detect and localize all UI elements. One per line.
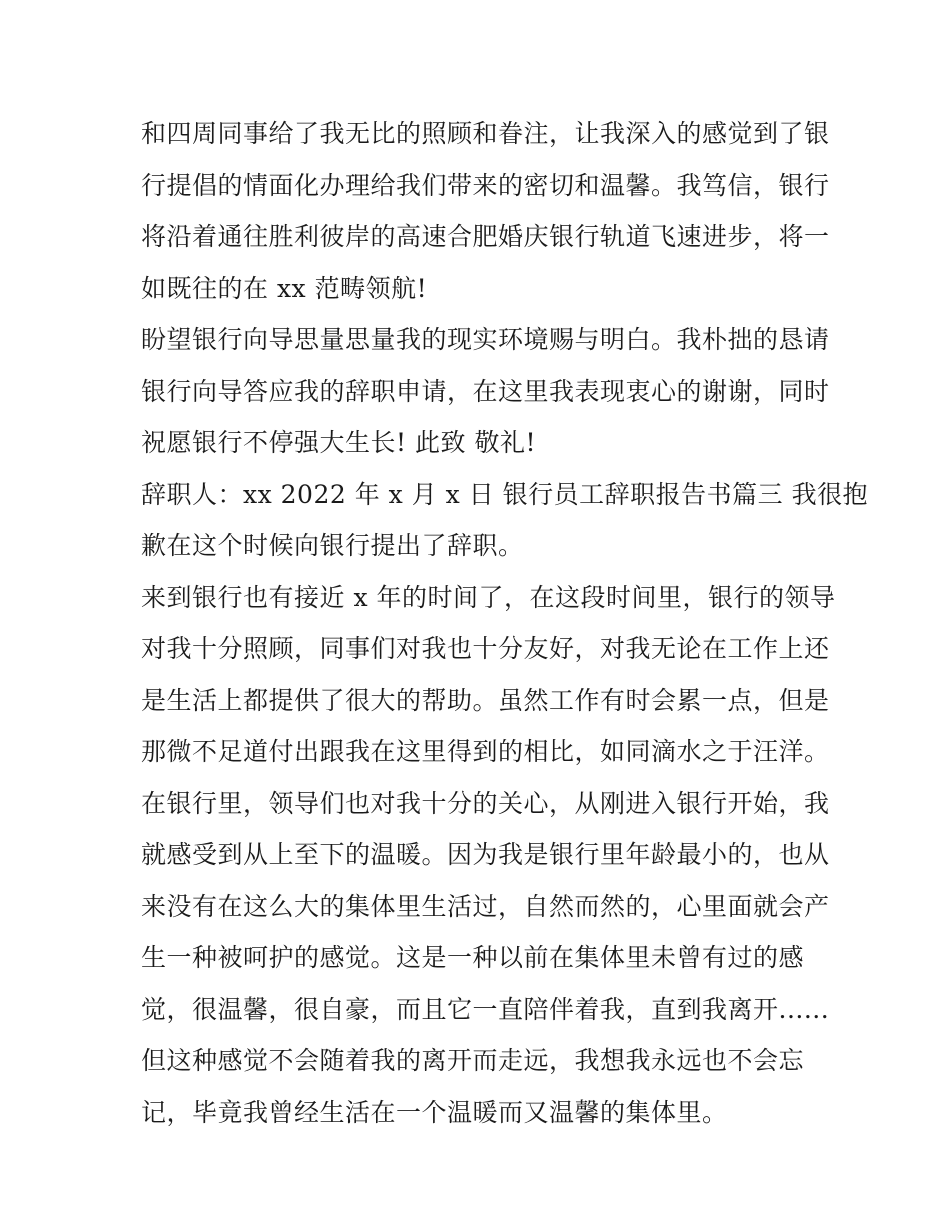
text-line: 如既往的在 xx 范畴领航! [141,273,428,303]
text-line: 就感受到从上至下的温暖。因为我是银行里年龄最小的，也从 [141,840,830,869]
document-body [141,108,869,1138]
text-line: 来到银行也有接近 x 年的时间了，在这段时间里，银行的领导 [141,582,836,612]
text-line: 辞职人：xx 2022 年 x 月 x 日 银行员工辞职报告书篇三 我很抱 [141,479,869,509]
text-line: 生一种被呵护的感觉。这是一种以前在集体里未曾有过的感 [141,943,805,972]
text-line: 来没有在这么大的集体里生活过，自然而然的，心里面就会产 [141,891,830,921]
text-line: 和四周同事给了我无比的照顾和眷注，让我深入的感觉到了银 [141,119,830,148]
text-line: 对我十分照顾，同事们对我也十分友好，对我无论在工作上还 [141,634,830,663]
text-line: 在银行里，领导们也对我十分的关心，从刚进入银行开始，我 [141,788,830,818]
text-line: 那微不足道付出跟我在这里得到的相比，如同滴水之于汪洋。 [141,737,830,766]
text-line: 但这种感觉不会随着我的离开而走远，我想我永远也不会忘 [141,1046,805,1075]
text-line: 觉，很温馨，很自豪，而且它一直陪伴着我，直到我离开...... [141,994,830,1024]
text-line: 银行向导答应我的辞职申请，在这里我表现衷心的谢谢，同时 [141,376,830,406]
text-line: 记，毕竟我曾经生活在一个温暖而又温馨的集体里。 [141,1097,728,1127]
text-line: 行提倡的情面化办理给我们带来的密切和温馨。我笃信，银行 [141,170,830,200]
text-line: 祝愿银行不停强大生长! 此致 敬礼! [141,428,536,457]
text-line: 是生活上都提供了很大的帮助。虽然工作有时会累一点，但是 [141,685,830,715]
text-line: 盼望银行向导思量思量我的现实环境赐与明白。我朴拙的恳请 [141,325,830,354]
text-line: 将沿着通往胜利彼岸的高速合肥婚庆银行轨道飞速进步，将一 [141,222,830,251]
text-line: 歉在这个时候向银行提出了辞职。 [141,531,524,560]
